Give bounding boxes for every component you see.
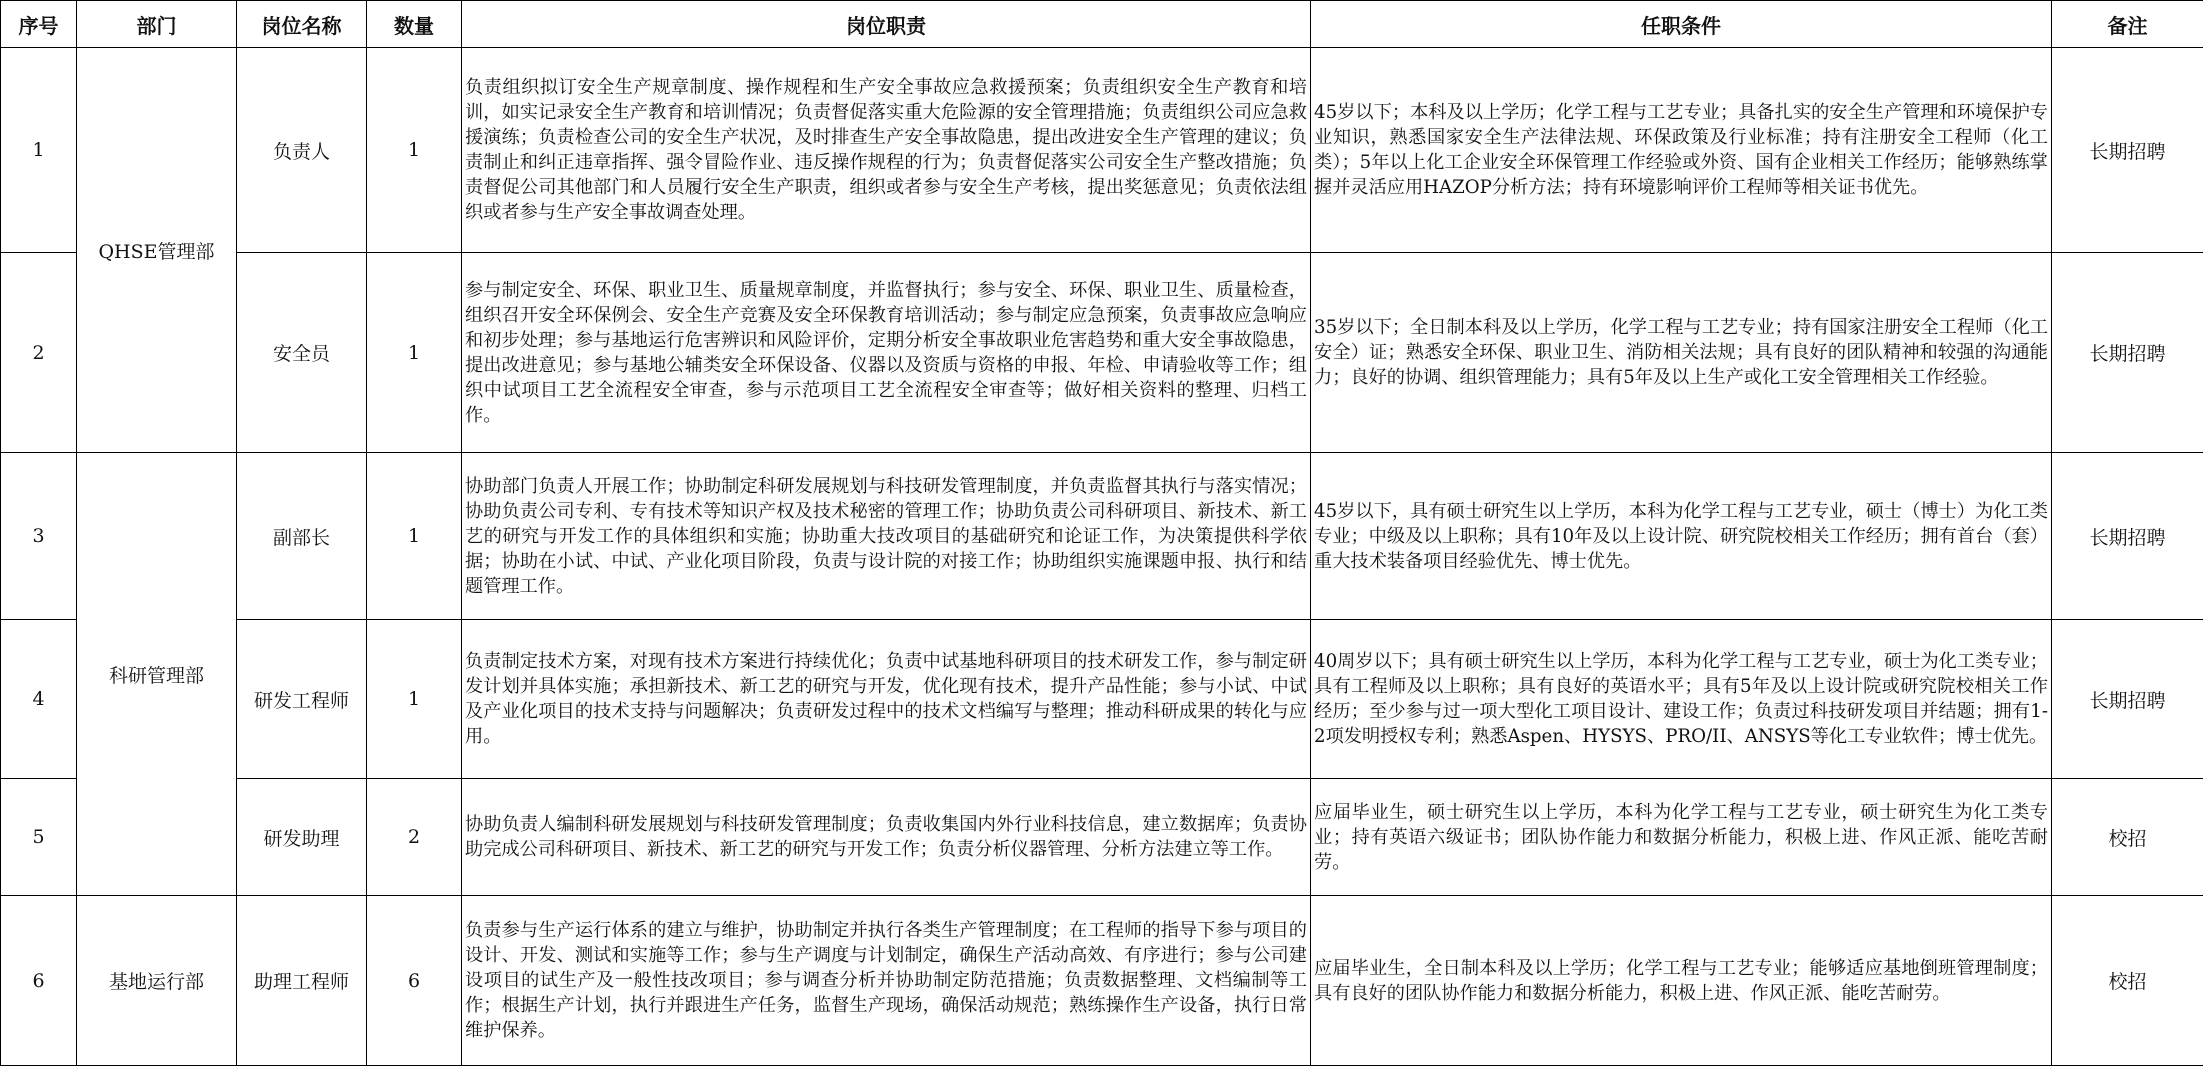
count-cell: 1 — [367, 453, 462, 620]
duties-cell: 负责制定技术方案，对现有技术方案进行持续优化；负责中试基地科研项目的技术研发工作，参与制定研发计划并具体实施；承担新技术、新工艺的研究与开发，优化现有技术，提升产品性能；参与小试、中试及产业化项目的技术支持与问题解决；负责研发过程中的技术文档编写与整理；推动科研成果的转化与应用。 — [462, 620, 1311, 779]
dept-cell-operations: 基地运行部 — [77, 896, 237, 1066]
count-cell: 1 — [367, 48, 462, 253]
dept-cell-research: 科研管理部 — [77, 453, 237, 896]
table-row — [1, 453, 2203, 620]
count-cell: 2 — [367, 779, 462, 896]
count-cell: 1 — [367, 253, 462, 453]
duties-cell: 负责组织拟订安全生产规章制度、操作规程和生产安全事故应急救援预案；负责组织安全生产教育和培训，如实记录安全生产教育和培训情况；负责督促落实重大危险源的安全管理措施；负责组织公司应急救援演练；负责检查公司的安全生产状况，及时排查生产安全事故隐患，提出改进安全生产管理的建议；负责制止和纠正违章指挥、强令冒险作业、违反操作规程的行为；负责督促落实公司安全生产整改措施；负责督促公司其他部门和人员履行安全生产职责，组织或者参与安全生产考核，提出奖惩意见；负责依法组织或者参与生产安全事故调查处理。 — [462, 48, 1311, 253]
table-row — [1, 253, 2203, 453]
seq-cell: 2 — [1, 253, 77, 453]
remarks-cell: 长期招聘 — [2052, 453, 2203, 620]
header-count: 数量 — [367, 1, 462, 48]
position-cell: 副部长 — [237, 453, 367, 620]
header-position: 岗位名称 — [237, 1, 367, 48]
remarks-cell: 长期招聘 — [2052, 620, 2203, 779]
duties-cell: 参与制定安全、环保、职业卫生、质量规章制度，并监督执行；参与安全、环保、职业卫生、质量检查，组织召开安全环保例会、安全生产竞赛及安全环保教育培训活动；参与制定应急预案，负责事故应急响应和初步处理；参与基地运行危害辨识和风险评价，定期分析安全事故职业危害趋势和重大安全事故隐患，提出改进意见；参与基地公辅类安全环保设备、仪器以及资质与资格的申报、年检、申请验收等工作；组织中试项目工艺全流程安全审查，参与示范项目工艺全流程安全审查等；做好相关资料的整理、归档工作。 — [462, 253, 1311, 453]
remarks-cell: 长期招聘 — [2052, 253, 2203, 453]
header-row — [1, 1, 2203, 48]
position-cell: 安全员 — [237, 253, 367, 453]
duties-cell: 协助部门负责人开展工作；协助制定科研发展规划与科技研发管理制度，并负责监督其执行与落实情况；协助负责公司专利、专有技术等知识产权及技术秘密的管理工作；协助负责公司科研项目、新技术、新工艺的研究与开发工作的具体组织和实施；协助重大技改项目的基础研究和论证工作，为决策提供科学依据；协助在小试、中试、产业化项目阶段，负责与设计院的对接工作；协助组织实施课题申报、执行和结题管理工作。 — [462, 453, 1311, 620]
requirements-cell: 应届毕业生，全日制本科及以上学历；化学工程与工艺专业；能够适应基地倒班管理制度；具有良好的团队协作能力和数据分析能力，积极上进、作风正派、能吃苦耐劳。 — [1311, 896, 2052, 1066]
remarks-cell: 校招 — [2052, 896, 2203, 1066]
seq-cell: 4 — [1, 620, 77, 779]
seq-cell: 1 — [1, 48, 77, 253]
requirements-cell: 35岁以下；全日制本科及以上学历，化学工程与工艺专业；持有国家注册安全工程师（化工安全）证；熟悉安全环保、职业卫生、消防相关法规；具有良好的团队精神和较强的沟通能力；良好的协调、组织管理能力；具有5年及以上生产或化工安全管理相关工作经验。 — [1311, 253, 2052, 453]
seq-cell: 3 — [1, 453, 77, 620]
requirements-cell: 45岁以下，具有硕士研究生以上学历，本科为化学工程与工艺专业，硕士（博士）为化工类专业；中级及以上职称；具有10年及以上设计院、研究院校相关工作经历；拥有首台（套）重大技术装备项目经验优先、博士优先。 — [1311, 453, 2052, 620]
header-dept: 部门 — [77, 1, 237, 48]
requirements-cell: 应届毕业生，硕士研究生以上学历，本科为化学工程与工艺专业，硕士研究生为化工类专业；持有英语六级证书；团队协作能力和数据分析能力，积极上进、作风正派、能吃苦耐劳。 — [1311, 779, 2052, 896]
position-cell: 研发助理 — [237, 779, 367, 896]
requirements-cell: 45岁以下；本科及以上学历；化学工程与工艺专业；具备扎实的安全生产管理和环境保护专业知识，熟悉国家安全生产法律法规、环保政策及行业标准；持有注册安全工程师（化工类）；5年以上化工企业安全环保管理工作经验或外资、国有企业相关工作经历；能够熟练掌握并灵活应用HAZOP分析方法；持有环境影响评价工程师等相关证书优先。 — [1311, 48, 2052, 253]
header-duties: 岗位职责 — [462, 1, 1311, 48]
header-remarks: 备注 — [2052, 1, 2203, 48]
duties-cell: 负责参与生产运行体系的建立与维护，协助制定并执行各类生产管理制度；在工程师的指导下参与项目的设计、开发、测试和实施等工作；参与生产调度与计划制定，确保生产活动高效、有序进行；参与公司建设项目的试生产及一般性技改项目；参与调查分析并协助制定防范措施；负责数据整理、文档编制等工作；根据生产计划，执行并跟进生产任务，监督生产现场，确保活动规范；熟练操作生产设备，执行日常维护保养。 — [462, 896, 1311, 1066]
table-row — [1, 48, 2203, 253]
table-row — [1, 896, 2203, 1066]
table-row — [1, 779, 2203, 896]
requirements-cell: 40周岁以下；具有硕士研究生以上学历，本科为化学工程与工艺专业，硕士为化工类专业；具有工程师及以上职称；具有良好的英语水平；具有5年及以上设计院或研究院校相关工作经历；至少参与过一项大型化工项目设计、建设工作；负责过科技研发项目并结题；拥有1-2项发明授权专利；熟悉Aspen、HYSYS、PRO/II、ANSYS等化工专业软件；博士优先。 — [1311, 620, 2052, 779]
position-cell: 助理工程师 — [237, 896, 367, 1066]
count-cell: 6 — [367, 896, 462, 1066]
count-cell: 1 — [367, 620, 462, 779]
seq-cell: 6 — [1, 896, 77, 1066]
remarks-cell: 校招 — [2052, 779, 2203, 896]
seq-cell: 5 — [1, 779, 77, 896]
dept-cell-qhse: QHSE管理部 — [77, 48, 237, 453]
header-seq: 序号 — [1, 1, 77, 48]
position-cell: 负责人 — [237, 48, 367, 253]
remarks-cell: 长期招聘 — [2052, 48, 2203, 253]
table-row — [1, 620, 2203, 779]
header-requirements: 任职条件 — [1311, 1, 2052, 48]
position-cell: 研发工程师 — [237, 620, 367, 779]
duties-cell: 协助负责人编制科研发展规划与科技研发管理制度；负责收集国内外行业科技信息，建立数据库；负责协助完成公司科研项目、新技术、新工艺的研究与开发工作；负责分析仪器管理、分析方法建立等工作。 — [462, 779, 1311, 896]
